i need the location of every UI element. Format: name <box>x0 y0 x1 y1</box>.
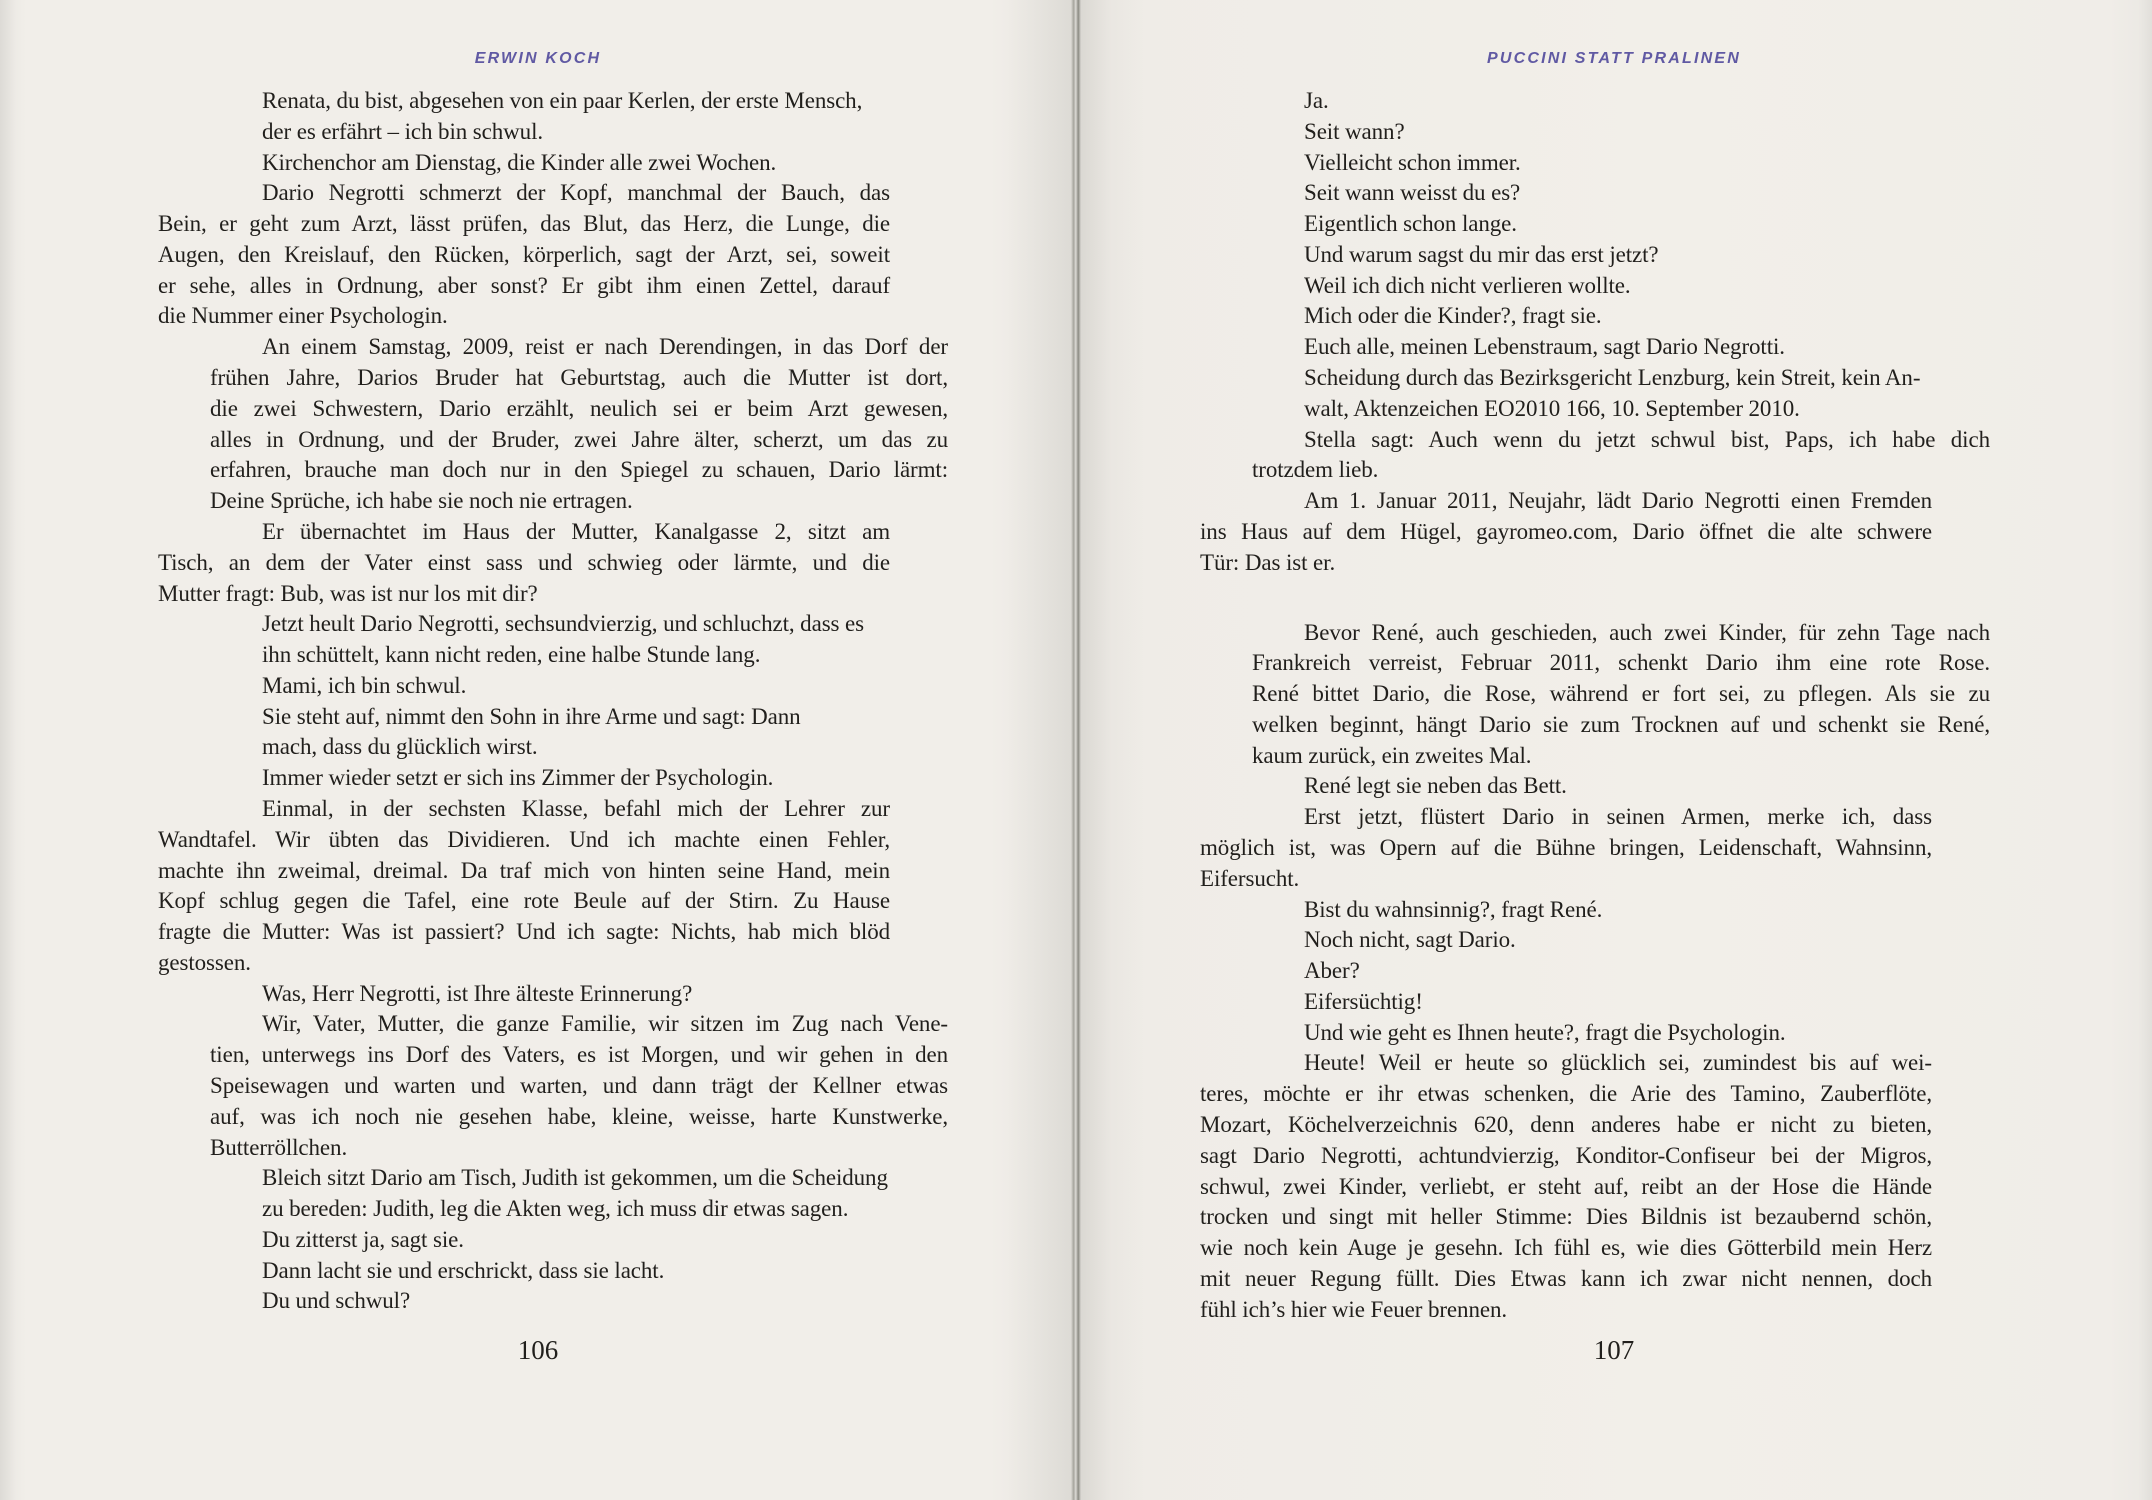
text-line: Er übernachtet im Haus der Mutter, Kanalgasse 2, sitzt am <box>262 518 890 544</box>
text-line: Dario Negrotti schmerzt der Kopf, manchmal der Bauch, das <box>262 180 890 206</box>
text-line: Eifersucht. <box>1200 865 1300 891</box>
text-line: Sie steht auf, nimmt den Sohn in ihre Arme und sagt: Dann <box>262 703 801 729</box>
text-line: Mami, ich bin schwul. <box>262 672 467 698</box>
text-line: Noch nicht, sagt Dario. <box>1304 927 1516 953</box>
text-line: fragte die Mutter: Was ist passiert? Und ich sagte: Nichts, hab mich blöd <box>158 919 890 945</box>
text-line: er sehe, alles in Ordnung, aber sonst? Er gibt ihm einen Zettel, darauf <box>158 272 890 298</box>
text-line: Bleich sitzt Dario am Tisch, Judith ist gekommen, um die Scheidung <box>262 1165 888 1191</box>
text-line: Jetzt heult Dario Negrotti, sechsundvierzig, und schluchzt, dass es <box>262 611 865 637</box>
text-line: kaum zurück, ein zweites Mal. <box>1252 742 1532 768</box>
folio-number: 107 <box>1593 1335 1635 1365</box>
text-block-left <box>158 86 948 1317</box>
folio-number: 106 <box>517 1335 559 1365</box>
text-line: Wir, Vater, Mutter, die ganze Familie, wir sitzen im Zug nach Vene- <box>262 1011 948 1037</box>
text-lines-left <box>158 86 948 1317</box>
text-line: Augen, den Kreislauf, den Rücken, körperlich, sagt der Arzt, sei, soweit <box>158 241 890 267</box>
text-line: Seit wann? <box>1304 118 1405 144</box>
text-line: erfahren, brauche man doch nur in den Spiegel zu schauen, Dario lärmt: <box>210 457 948 483</box>
text-line: schwul, zwei Kinder, verliebt, er steht auf, reibt an der Hose die Hände <box>1200 1173 1932 1199</box>
text-line: Bevor René, auch geschieden, auch zwei Kinder, für zehn Tage nach <box>1304 619 1990 645</box>
text-line: Vielleicht schon immer. <box>1304 149 1521 175</box>
text-line: welken beginnt, hängt Dario sie zum Trocknen auf und schenkt sie René, <box>1252 711 1990 737</box>
text-line: mach, dass du glücklich wirst. <box>262 734 538 760</box>
text-line: machte ihn zweimal, dreimal. Da traf mich von hinten seine Hand, mein <box>158 857 890 883</box>
text-line: Butterröllchen. <box>210 1134 348 1160</box>
text-line: wie noch kein Auge je gesehn. Ich fühl es, wie dies Götterbild mein Herz <box>1200 1235 1932 1261</box>
text-line: Mozart, Köchelverzeichnis 620, denn anderes habe er nicht zu bieten, <box>1200 1112 1932 1137</box>
text-line: Du und schwul? <box>262 1288 411 1314</box>
text-line: ihn schüttelt, kann nicht reden, eine halbe Stunde lang. <box>262 642 761 668</box>
running-head-left <box>0 49 1076 69</box>
text-block-right <box>1200 86 1990 1325</box>
text-line: Kopf schlug gegen die Tafel, eine rote Beule auf der Stirn. Zu Hause <box>158 888 890 914</box>
text-line: gestossen. <box>158 949 251 975</box>
text-line: Und wie geht es Ihnen heute?, fragt die Psychologin. <box>1304 1019 1786 1045</box>
chapter-title: PUCCINI STATT PRALINEN <box>1486 50 1742 67</box>
text-line: Frankreich verreist, Februar 2011, schenkt Dario ihm eine rote Rose. <box>1252 650 1990 676</box>
text-line: fühl ich’s hier wie Feuer brennen. <box>1200 1296 1507 1322</box>
text-line: Dann lacht sie und erschrickt, dass sie lacht. <box>262 1257 665 1283</box>
text-line: René legt sie neben das Bett. <box>1304 773 1567 799</box>
text-line: trocken und singt mit heller Stimme: Dies Bildnis ist bezaubernd schön, <box>1200 1204 1932 1230</box>
text-line: frühen Jahre, Darios Bruder hat Geburtstag, auch die Mutter ist dort, <box>210 365 948 391</box>
text-line: mit neuer Regung füllt. Dies Etwas kann ich zwar nicht nennen, doch <box>1200 1265 1932 1291</box>
text-line: Mutter fragt: Bub, was ist nur los mit dir? <box>158 580 538 606</box>
text-lines-right <box>1200 86 1990 1325</box>
text-line: Erst jetzt, flüstert Dario in seinen Armen, merke ich, dass <box>1304 804 1932 830</box>
text-line: Am 1. Januar 2011, Neujahr, lädt Dario Negrotti einen Fremden <box>1304 488 1932 514</box>
text-line: Ja. <box>1304 88 1329 113</box>
text-line: der es erfährt – ich bin schwul. <box>262 118 544 144</box>
text-line: Deine Sprüche, ich habe sie noch nie ertragen. <box>210 488 633 514</box>
text-line: Immer wieder setzt er sich ins Zimmer der Psychologin. <box>262 765 774 791</box>
text-line: sagt Dario Negrotti, achtundvierzig, Konditor-Confiseur bei der Migros, <box>1200 1142 1932 1168</box>
text-line: Eigentlich schon lange. <box>1304 211 1517 237</box>
running-head-right <box>1076 49 2152 69</box>
text-line: Tisch, an dem der Vater einst sass und schwieg oder lärmte, und die <box>158 549 890 575</box>
text-line: Bein, er geht zum Arzt, lässt prüfen, das Blut, das Herz, die Lunge, die <box>158 211 890 237</box>
text-line: Tür: Das ist er. <box>1200 549 1336 575</box>
text-line: Bist du wahnsinnig?, fragt René. <box>1304 896 1603 922</box>
author-name: ERWIN KOCH <box>474 50 602 67</box>
text-line: Stella sagt: Auch wenn du jetzt schwul bist, Paps, ich habe dich <box>1304 426 1990 452</box>
page-number-right <box>1076 1334 2152 1366</box>
text-line: teres, möchte er ihr etwas schenken, die Arie des Tamino, Zauberflöte, <box>1200 1081 1932 1107</box>
text-line: Weil ich dich nicht verlieren wollte. <box>1304 272 1631 298</box>
text-line: Wandtafel. Wir übten das Dividieren. Und ich machte einen Fehler, <box>158 826 890 852</box>
page-number-left <box>0 1334 1076 1366</box>
text-line: Du zitterst ja, sagt sie. <box>262 1226 464 1252</box>
text-line: René bittet Dario, die Rose, während er fort sei, zu pflegen. Als sie zu <box>1252 681 1990 707</box>
text-line: die Nummer einer Psychologin. <box>158 303 448 329</box>
text-line: Einmal, in der sechsten Klasse, befahl mich der Lehrer zur <box>262 795 890 821</box>
text-line: Mich oder die Kinder?, fragt sie. <box>1304 303 1602 329</box>
text-line: Euch alle, meinen Lebenstraum, sagt Dario Negrotti. <box>1304 334 1785 360</box>
text-line: möglich ist, was Opern auf die Bühne bringen, Leidenschaft, Wahnsinn, <box>1200 834 1932 860</box>
text-line: Speisewagen und warten und warten, und dann trägt der Kellner etwas <box>210 1073 948 1098</box>
text-line: auf, was ich noch nie gesehen habe, kleine, weisse, harte Kunstwerke, <box>210 1103 948 1129</box>
text-line: zu bereden: Judith, leg die Akten weg, ich muss dir etwas sagen. <box>262 1196 849 1222</box>
text-line: ins Haus auf dem Hügel, gayromeo.com, Dario öffnet die alte schwere <box>1200 518 1932 544</box>
text-line: Renata, du bist, abgesehen von ein paar Kerlen, der erste Mensch, <box>262 88 863 113</box>
text-line: Scheidung durch das Bezirksgericht Lenzburg, kein Streit, kein An- <box>1304 365 1921 391</box>
text-line: trotzdem lieb. <box>1252 457 1379 483</box>
text-line: An einem Samstag, 2009, reist er nach Derendingen, in das Dorf der <box>262 334 948 360</box>
text-line: Was, Herr Negrotti, ist Ihre älteste Erinnerung? <box>262 980 693 1006</box>
gutter-fold-line <box>1071 0 1081 1500</box>
text-line: alles in Ordnung, und der Bruder, zwei Jahre älter, scherzt, um das zu <box>210 426 948 452</box>
text-line: Aber? <box>1304 958 1360 984</box>
text-line: Kirchenchor am Dienstag, die Kinder alle zwei Wochen. <box>262 149 777 175</box>
text-line: walt, Aktenzeichen EO2010 166, 10. September 2010. <box>1304 395 1800 421</box>
text-line: die zwei Schwestern, Dario erzählt, neulich sei er beim Arzt gewesen, <box>210 395 948 421</box>
text-line: Eifersüchtig! <box>1304 988 1423 1014</box>
text-line: Seit wann weisst du es? <box>1304 180 1521 206</box>
page-right <box>1076 0 2152 1500</box>
text-line: Heute! Weil er heute so glücklich sei, zumindest bis auf wei- <box>1304 1050 1932 1076</box>
text-line: tien, unterwegs ins Dorf des Vaters, es ist Morgen, und wir gehen in den <box>210 1042 948 1068</box>
text-line: Und warum sagst du mir das erst jetzt? <box>1304 241 1659 267</box>
